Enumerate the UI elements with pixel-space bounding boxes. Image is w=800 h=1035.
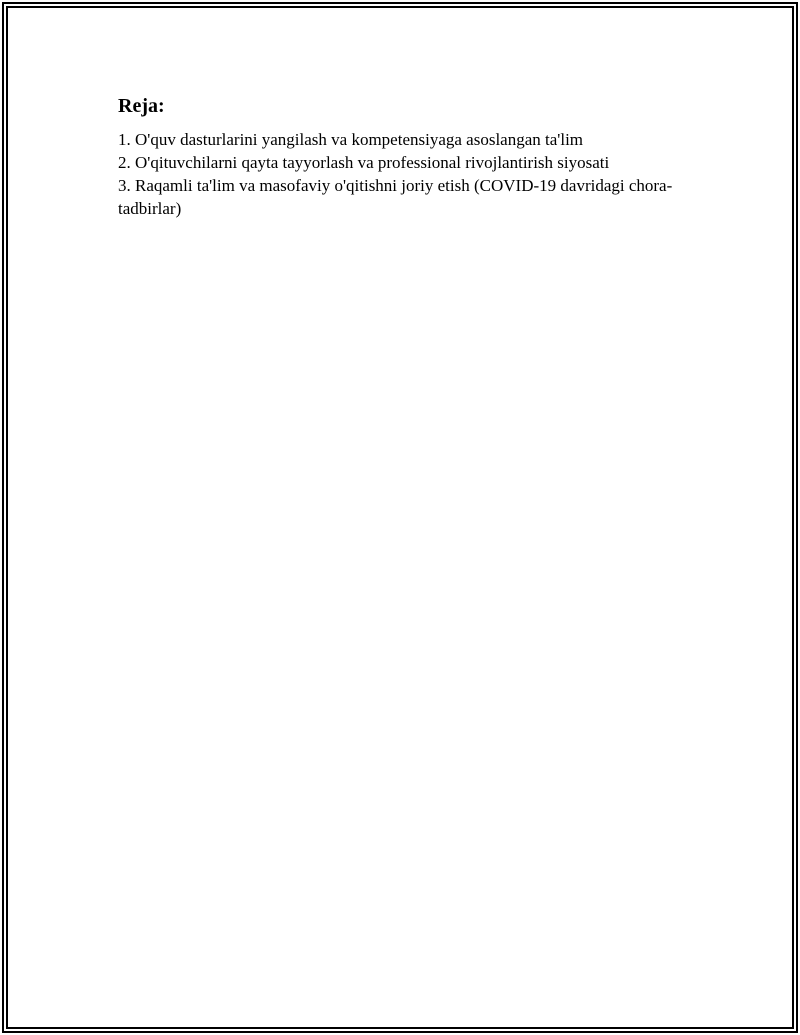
- plan-heading: Reja:: [118, 95, 165, 117]
- plan-item-3: 3. Raqamli ta'lim va masofaviy o'qitishni joriy etish (COVID-19 davridagi chora-tadbirlar): [118, 176, 673, 218]
- plan-item-2: 2. O'qituvchilarni qayta tayyorlash va professional rivojlantirish siyosati: [118, 153, 610, 172]
- plan-list: [118, 128, 698, 220]
- document-body: [118, 92, 698, 220]
- plan-item-1: 1. O'quv dasturlarini yangilash va kompetensiyaga asoslangan ta'lim: [118, 130, 584, 149]
